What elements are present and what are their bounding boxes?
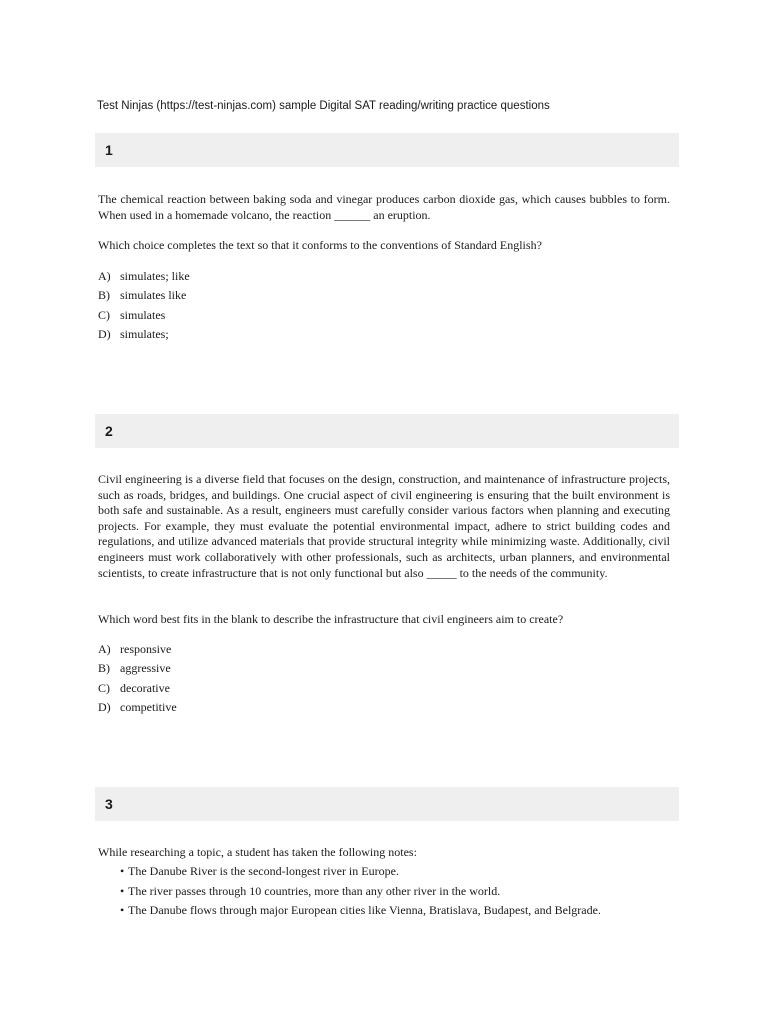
question-1-option-c[interactable] (98, 306, 190, 325)
option-text: simulates; like (120, 269, 190, 283)
option-text: simulates like (120, 288, 187, 303)
option-text: responsive (120, 642, 172, 656)
note-text: The Danube flows through major European cities like Vienna, Bratislava, Budapest, and Belgrade. (128, 902, 601, 917)
question-1-option-b[interactable] (98, 286, 190, 305)
note-item (120, 901, 678, 920)
document-header: Test Ninjas (https://test-ninjas.com) sample Digital SAT reading/writing practice questions (97, 100, 550, 112)
question-1-prompt: Which choice completes the text so that it conforms to the conventions of Standard English? (98, 238, 542, 252)
option-letter: D) (98, 699, 111, 714)
option-letter: C) (98, 680, 110, 695)
bullet-icon: • (120, 902, 125, 917)
option-letter: A) (98, 269, 111, 283)
question-3-number: 3 (105, 796, 113, 812)
question-2-options (98, 640, 177, 717)
question-3-notes (98, 843, 678, 920)
option-letter: D) (98, 326, 111, 341)
option-letter: B) (98, 661, 110, 676)
question-1-option-a[interactable] (98, 267, 190, 286)
note-item (120, 882, 678, 901)
question-3-intro: While researching a topic, a student has taken the following notes: (98, 845, 417, 859)
option-letter: B) (98, 288, 110, 303)
question-2-option-b[interactable] (98, 659, 177, 678)
option-text: competitive (120, 699, 177, 714)
question-2-option-c[interactable] (98, 679, 177, 698)
question-2-option-a[interactable] (98, 640, 177, 659)
question-3-header-bar (95, 787, 679, 821)
question-2-header-bar (95, 414, 679, 448)
question-1-options (98, 267, 190, 344)
notes-list (98, 862, 678, 920)
question-2-passage: Civil engineering is a diverse field that focuses on the design, construction, and maintenance of infrastructure projects, such as roads, bridges, and buildings. One crucial aspect of civil engineering is ensuring that the built environment is both safe and sustainable. As a result, engineers must carefully consider various factors when planning and executing projects. For example, they must evaluate the potential environmental impact, adhere to strict building codes and regulations, and utilize advanced materials that provide structural integrity while minimizing waste. Additionally, civil engineers must work collaboratively with other professionals, such as architects, urban planners, and environmental scientists, to create infrastructure that is not only functional but also _____ to the needs of the community. (98, 472, 670, 580)
option-text: simulates (120, 307, 166, 322)
note-text: The river passes through 10 countries, more than any other river in the world. (128, 883, 501, 898)
note-item (120, 862, 678, 881)
question-2-number: 2 (105, 423, 113, 439)
question-1-number: 1 (105, 142, 113, 158)
question-2-option-d[interactable] (98, 698, 177, 717)
question-1-header-bar (95, 133, 679, 167)
option-letter: C) (98, 307, 110, 322)
note-text: The Danube River is the second-longest river in Europe. (128, 864, 399, 879)
option-text: simulates; (120, 326, 169, 341)
question-1-passage: The chemical reaction between baking soda and vinegar produces carbon dioxide gas, which causes bubbles to form. When used in a homemade volcano, the reaction ______ an eruption. (98, 192, 670, 222)
option-letter: A) (98, 642, 111, 656)
question-2-prompt: Which word best fits in the blank to describe the infrastructure that civil engineers aim to create? (98, 612, 564, 626)
option-text: aggressive (120, 661, 171, 676)
bullet-icon: • (120, 883, 125, 898)
option-text: decorative (120, 680, 170, 695)
question-1-option-d[interactable] (98, 325, 190, 344)
bullet-icon: • (120, 864, 125, 879)
